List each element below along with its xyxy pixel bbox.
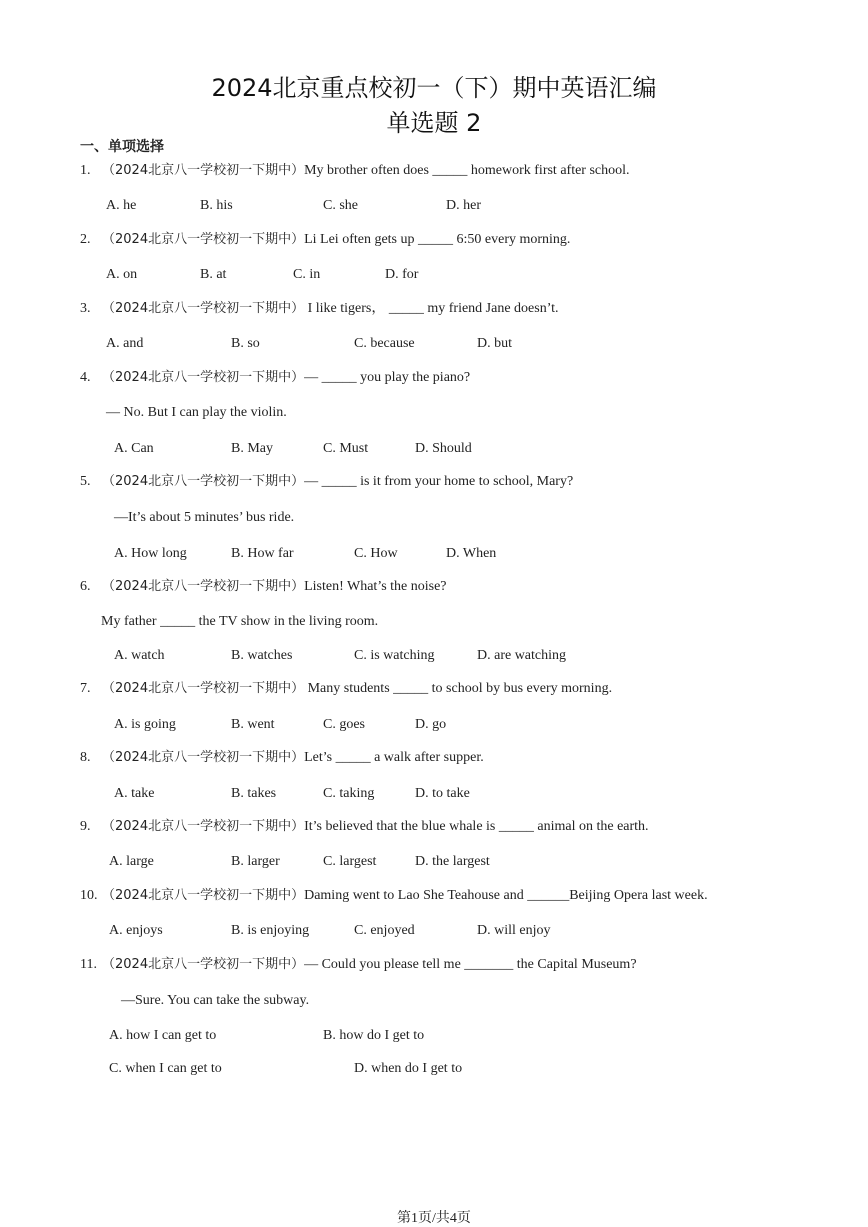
option-c: C. Must: [323, 441, 369, 456]
question-dialogue: — No. But I can play the violin.: [106, 405, 287, 420]
option-a: A. watch: [114, 648, 165, 663]
option-c: C. in: [293, 267, 321, 282]
question-4: [80, 369, 470, 387]
question-stem: — _____ you play the piano?: [304, 370, 471, 385]
option-c: C. enjoyed: [354, 923, 415, 938]
option-b: B. is enjoying: [231, 923, 310, 938]
question-3: [80, 300, 559, 318]
option-a: A. how I can get to: [109, 1028, 217, 1043]
question-source: （2024北京八一学校初一下期中）: [102, 370, 305, 385]
option-b: B. larger: [231, 854, 280, 869]
question-stem: My brother often does _____ homework first after school.: [304, 163, 630, 178]
option-d: D. Should: [415, 441, 472, 456]
question-dialogue: —It’s about 5 minutes’ bus ride.: [114, 510, 295, 525]
option-b: B. at: [200, 267, 227, 282]
question-number: 8.: [80, 750, 91, 765]
option-a: A. large: [109, 854, 154, 869]
question-number: 4.: [80, 370, 91, 385]
question-number: 2.: [80, 232, 91, 247]
question-2: [80, 231, 570, 249]
option-c: C. largest: [323, 854, 377, 869]
option-d: D. for: [385, 267, 419, 282]
question-source: （2024北京八一学校初一下期中）: [102, 819, 305, 834]
option-b: B. watches: [231, 648, 293, 663]
question-source: （2024北京八一学校初一下期中）: [102, 301, 305, 316]
question-8: [80, 749, 484, 767]
question-number: 10.: [80, 888, 98, 903]
option-a: A. take: [114, 786, 155, 801]
option-d: D. When: [446, 546, 497, 561]
option-a: A. and: [106, 336, 144, 351]
option-c: C. How: [354, 546, 398, 561]
page-footer: 第1页/共4页: [397, 1211, 471, 1226]
option-a: A. on: [106, 267, 138, 282]
question-11: [80, 956, 637, 974]
option-b: B. went: [231, 717, 275, 732]
option-d: D. the largest: [415, 854, 490, 869]
question-5: [80, 473, 573, 491]
question-7: [80, 680, 612, 698]
question-stem: It’s believed that the blue whale is _____ animal on the earth.: [304, 819, 649, 834]
option-d: D. but: [477, 336, 512, 351]
option-d: D. go: [415, 717, 447, 732]
option-d: D. her: [446, 198, 481, 213]
question-10: [80, 887, 708, 905]
option-b: B. May: [231, 441, 273, 456]
option-c: C. when I can get to: [109, 1061, 222, 1076]
question-source: （2024北京八一学校初一下期中）: [102, 474, 305, 489]
option-b: B. his: [200, 198, 233, 213]
question-9: [80, 818, 649, 836]
question-source: （2024北京八一学校初一下期中）: [102, 232, 305, 247]
option-a: A. is going: [114, 717, 176, 732]
option-a: A. he: [106, 198, 137, 213]
question-stem: Li Lei often gets up _____ 6:50 every morning.: [304, 232, 571, 247]
question-stem: I like tigers， _____ my friend Jane doesn’t.: [304, 301, 559, 316]
question-1: [80, 162, 630, 180]
option-c: C. is watching: [354, 648, 435, 663]
page-subtitle: 单选题 2: [386, 109, 482, 137]
option-d: D. to take: [415, 786, 470, 801]
option-d: D. will enjoy: [477, 923, 551, 938]
question-number: 6.: [80, 579, 91, 594]
option-b: B. how do I get to: [323, 1028, 425, 1043]
section-heading: 一、单项选择: [80, 139, 164, 155]
question-stem: Let’s _____ a walk after supper.: [304, 750, 484, 765]
question-number: 9.: [80, 819, 91, 834]
question-number: 3.: [80, 301, 91, 316]
option-a: A. enjoys: [109, 923, 163, 938]
option-d: D. are watching: [477, 648, 567, 663]
question-source: （2024北京八一学校初一下期中）: [102, 681, 305, 696]
question-source: （2024北京八一学校初一下期中）: [102, 957, 305, 972]
question-dialogue: —Sure. You can take the subway.: [121, 993, 310, 1008]
question-number: 11.: [80, 957, 97, 972]
option-c: C. taking: [323, 786, 375, 801]
question-source: （2024北京八一学校初一下期中）: [102, 579, 305, 594]
page-title: 2024北京重点校初一（下）期中英语汇编: [211, 74, 657, 102]
option-c: C. she: [323, 198, 358, 213]
question-stem: — Could you please tell me _______ the Capital Museum?: [304, 957, 637, 972]
option-c: C. goes: [323, 717, 365, 732]
question-number: 1.: [80, 163, 91, 178]
option-d: D. when do I get to: [354, 1061, 463, 1076]
question-stem: Many students _____ to school by bus every morning.: [304, 681, 613, 696]
question-6: [80, 578, 447, 596]
option-a: A. Can: [114, 441, 154, 456]
option-a: A. How long: [114, 546, 187, 561]
question-source: （2024北京八一学校初一下期中）: [102, 163, 305, 178]
question-stem: — _____ is it from your home to school, Mary?: [304, 474, 574, 489]
option-b: B. takes: [231, 786, 277, 801]
question-source: （2024北京八一学校初一下期中）: [102, 888, 305, 903]
option-b: B. so: [231, 336, 260, 351]
question-source: （2024北京八一学校初一下期中）: [102, 750, 305, 765]
option-c: C. because: [354, 336, 415, 351]
question-number: 7.: [80, 681, 91, 696]
question-stem: Listen! What’s the noise?: [304, 579, 447, 594]
question-stem: Daming went to Lao She Teahouse and ______Beijing Opera last week.: [304, 888, 708, 903]
question-dialogue: My father _____ the TV show in the living room.: [101, 614, 379, 629]
option-b: B. How far: [231, 546, 294, 561]
question-number: 5.: [80, 474, 91, 489]
